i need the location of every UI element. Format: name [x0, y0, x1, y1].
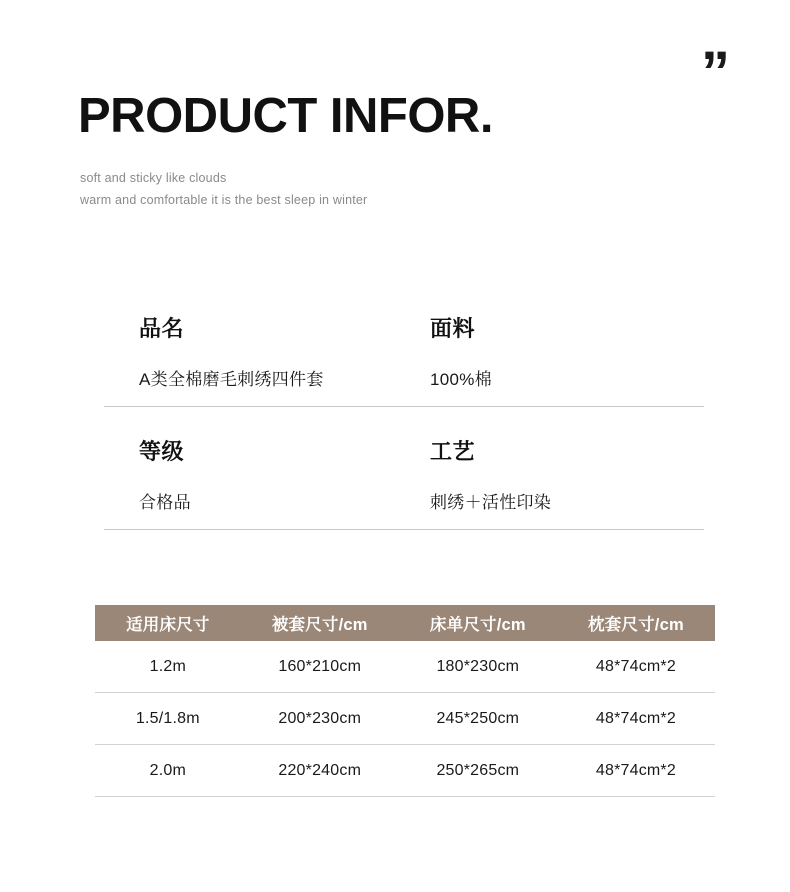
spec-label: 工艺 [430, 439, 476, 464]
table-row [95, 641, 715, 693]
table-cell: 48*74cm*2 [595, 761, 676, 779]
table-cell: 160*210cm [278, 657, 362, 675]
table-cell: 220*240cm [278, 761, 362, 779]
table-cell: 1.5/1.8m [135, 709, 200, 727]
spec-label: 面料 [430, 316, 476, 341]
table-cell: 48*74cm*2 [595, 709, 676, 727]
spec-cell-craft [404, 435, 704, 513]
divider [104, 406, 704, 407]
table-cell: 48*74cm*2 [595, 657, 676, 675]
table-cell: 1.2m [149, 657, 187, 675]
size-table [95, 605, 715, 797]
table-header-row [95, 605, 715, 641]
page-title: PRODUCT INFOR. [78, 89, 493, 143]
divider [104, 529, 704, 530]
spec-label: 品名 [139, 316, 185, 341]
table-cell: 2.0m [149, 761, 187, 779]
table-cell: 250*265cm [436, 761, 520, 779]
spec-cell-fabric [404, 312, 704, 390]
table-row [95, 745, 715, 797]
spec-list [104, 312, 704, 530]
table-cell: 245*250cm [436, 709, 520, 727]
spec-value: 100%棉 [430, 370, 492, 389]
spec-row [104, 312, 704, 407]
table-cell: 200*230cm [278, 709, 362, 727]
spec-value: A类全棉磨毛刺绣四件套 [139, 370, 324, 389]
table-column-header: 被套尺寸/cm [271, 616, 368, 634]
table-row [95, 693, 715, 745]
quote-mark-icon: ” [701, 40, 728, 105]
spec-cell-name [104, 312, 404, 390]
spec-value: 合格品 [139, 493, 191, 512]
subtitle-line-2: warm and comfortable it is the best sleep in winter [80, 192, 368, 207]
page-subtitle [80, 168, 367, 211]
table-column-header: 枕套尺寸/cm [588, 616, 684, 634]
spec-row [104, 435, 704, 530]
spec-label: 等级 [139, 439, 185, 464]
table-cell: 180*230cm [436, 657, 520, 675]
table-column-header: 床单尺寸/cm [429, 616, 526, 634]
spec-cell-grade [104, 435, 404, 513]
subtitle-line-1: soft and sticky like clouds [80, 171, 227, 185]
spec-value: 刺绣＋活性印染 [430, 493, 552, 512]
table-column-header: 适用床尺寸 [126, 616, 210, 634]
